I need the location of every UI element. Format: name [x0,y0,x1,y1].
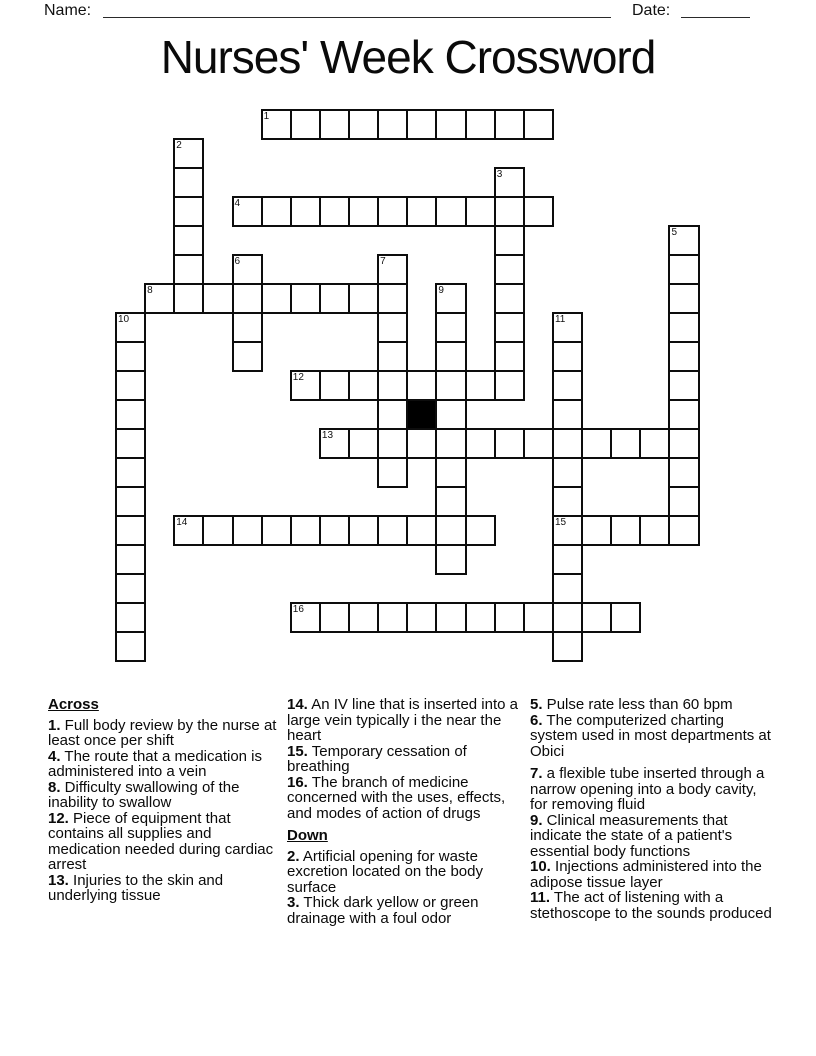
grid-cell[interactable] [144,283,175,314]
clue-column-2 [287,697,525,926]
clue-number: 15. [287,742,308,760]
grid-cell[interactable] [465,428,496,459]
grid-cell[interactable] [523,196,554,227]
black-cell [406,399,437,430]
grid-cell[interactable] [319,515,350,546]
grid-cell[interactable] [494,109,525,140]
grid-cell[interactable] [639,428,670,459]
grid-cell[interactable] [435,544,466,575]
cell-number: 1 [263,111,270,122]
grid-cell[interactable] [319,370,350,401]
grid-cell[interactable] [290,283,321,314]
grid-cell[interactable] [173,283,204,314]
clue-text: An IV line that is inserted into a large vein typically i the near the heart [287,696,518,744]
grid-cell[interactable] [581,428,612,459]
clue-column-3 [530,697,773,921]
grid-cell[interactable] [377,602,408,633]
clue-number: 14. [287,696,308,713]
clue-item [530,766,773,813]
clue-text: The route that a medication is administered into a vein [48,747,263,780]
grid-cell[interactable] [465,515,496,546]
grid-cell[interactable] [668,515,699,546]
clue-number: 7. [530,765,543,782]
grid-cell[interactable] [377,283,408,314]
clue-text: Injections administered into the adipose tissue layer [530,858,762,891]
clue-number: 4. [48,747,61,765]
grid-cell[interactable] [377,457,408,488]
grid-cell[interactable] [115,515,146,546]
grid-cell[interactable] [261,283,292,314]
clue-item [530,713,773,760]
cell-number: 2 [176,140,182,151]
grid-cell[interactable] [552,544,583,575]
cell-number: 6 [234,256,241,267]
grid-cell[interactable] [406,109,437,140]
grid-cell[interactable] [668,428,699,459]
grid-cell[interactable] [115,341,146,372]
grid-cell[interactable] [552,399,583,430]
grid-cell[interactable] [202,283,233,314]
grid-cell[interactable] [494,225,525,256]
grid-cell[interactable] [348,196,379,227]
grid-cell[interactable] [435,196,466,227]
grid-cell[interactable] [115,457,146,488]
grid-cell[interactable] [435,283,466,314]
grid-cell[interactable] [115,312,146,343]
grid-cell[interactable] [435,515,466,546]
grid-cell[interactable] [552,631,583,662]
cell-number: 8 [147,285,153,296]
grid-cell[interactable] [173,167,204,198]
grid-cell[interactable] [552,370,583,401]
clue-text: Thick dark yellow or green drainage with a foul odor [287,894,479,927]
grid-cell[interactable] [523,109,554,140]
clue-item [287,775,525,822]
grid-cell[interactable] [261,515,292,546]
clue-text: The computerized charting system used in most departments at Obici [530,711,771,760]
grid-cell[interactable] [115,573,146,604]
grid-cell[interactable] [668,457,699,488]
grid-cell[interactable] [232,283,263,314]
grid-cell[interactable] [348,370,379,401]
clue-item [287,895,525,926]
clue-column-1 [48,697,281,904]
clue-number: 2. [287,847,300,865]
grid-cell[interactable] [494,370,525,401]
cell-number: 16 [292,604,304,615]
clue-item [287,744,525,775]
grid-cell[interactable] [115,486,146,517]
grid-cell[interactable] [406,196,437,227]
grid-cell[interactable] [668,341,699,372]
clue-number: 16. [287,773,308,791]
grid-cell[interactable] [552,312,583,343]
grid-cell[interactable] [494,167,525,198]
grid-cell[interactable] [319,109,350,140]
grid-cell[interactable] [115,428,146,459]
clue-list-header-down: Down [287,827,328,844]
grid-cell[interactable] [290,196,321,227]
clue-number: 3. [287,894,300,911]
cell-number: 9 [438,285,444,296]
grid-cell[interactable] [173,138,204,169]
grid-cell[interactable] [435,486,466,517]
grid-cell[interactable] [494,602,525,633]
grid-cell[interactable] [406,602,437,633]
grid-cell[interactable] [435,457,466,488]
grid-cell[interactable] [348,428,379,459]
grid-cell[interactable] [377,196,408,227]
grid-cell[interactable] [552,486,583,517]
grid-cell[interactable] [552,457,583,488]
grid-cell[interactable] [319,196,350,227]
clue-text: Artificial opening for waste excretion located on the body surface [287,847,483,896]
date-label: Date: [632,2,671,19]
clue-item [530,697,773,713]
grid-cell[interactable] [610,428,641,459]
clue-item [48,749,281,780]
clue-item [48,873,281,904]
grid-cell[interactable] [377,515,408,546]
clue-item [48,811,281,873]
clue-number: 5. [530,696,543,713]
grid-cell[interactable] [115,399,146,430]
grid-cell[interactable] [523,602,554,633]
clue-text: Full body review by the nurse at least once per shift [48,716,277,749]
clue-text: Temporary cessation of breathing [287,742,467,775]
grid-cell[interactable] [552,573,583,604]
grid-cell[interactable] [668,225,699,256]
clue-number: 9. [530,811,543,829]
clue-item [530,813,773,860]
clue-list-header-across: Across [48,696,99,713]
grid-cell[interactable] [290,515,321,546]
grid-cell[interactable] [115,544,146,575]
grid-cell[interactable] [319,283,350,314]
cell-number: 12 [292,372,304,383]
grid-cell[interactable] [261,196,292,227]
clue-number: 10. [530,858,551,875]
grid-cell[interactable] [435,341,466,372]
grid-cell[interactable] [377,312,408,343]
clue-item [530,890,773,921]
clue-text: Pulse rate less than 60 bpm [542,696,733,713]
clue-text: Clinical measurements that indicate the state of a patient's essential body functions [530,811,733,860]
grid-cell[interactable] [115,370,146,401]
clue-text: The branch of medicine concerned with the uses, effects, and modes of action of drugs [287,773,506,822]
grid-cell[interactable] [377,254,408,285]
grid-cell[interactable] [377,428,408,459]
clue-number: 6. [530,711,543,729]
grid-cell[interactable] [115,631,146,662]
cell-number: 10 [118,314,130,325]
grid-cell[interactable] [348,602,379,633]
clue-item [48,780,281,811]
grid-cell[interactable] [581,602,612,633]
grid-cell[interactable] [494,196,525,227]
grid-cell[interactable] [435,399,466,430]
grid-cell[interactable] [377,399,408,430]
grid-cell[interactable] [639,515,670,546]
grid-cell[interactable] [377,109,408,140]
grid-cell[interactable] [290,109,321,140]
clue-number: 13. [48,871,69,889]
cell-number: 3 [496,169,503,180]
grid-cell[interactable] [232,196,263,227]
grid-cell[interactable] [435,602,466,633]
grid-cell[interactable] [465,109,496,140]
cell-number: 11 [554,314,566,325]
grid-cell[interactable] [261,109,292,140]
grid-cell[interactable] [406,515,437,546]
grid-cell[interactable] [668,254,699,285]
grid-cell[interactable] [494,283,525,314]
grid-cell[interactable] [435,312,466,343]
grid-cell[interactable] [115,602,146,633]
grid-cell[interactable] [610,515,641,546]
clue-item [48,718,281,749]
grid-cell[interactable] [348,515,379,546]
grid-cell[interactable] [232,254,263,285]
grid-cell[interactable] [552,515,583,546]
grid-cell[interactable] [581,515,612,546]
grid-cell[interactable] [435,370,466,401]
cell-number: 4 [234,198,241,209]
grid-cell[interactable] [232,515,263,546]
grid-cell[interactable] [465,196,496,227]
grid-cell[interactable] [668,399,699,430]
clue-number: 8. [48,778,61,796]
clue-text: The act of listening with a stethoscope to the sounds produced [530,889,772,922]
grid-cell[interactable] [494,341,525,372]
grid-cell[interactable] [494,428,525,459]
clue-item [287,697,525,744]
grid-cell[interactable] [173,196,204,227]
grid-cell[interactable] [552,602,583,633]
clue-text: Injuries to the skin and underlying tissue [48,871,224,904]
grid-cell[interactable] [494,254,525,285]
grid-cell[interactable] [173,225,204,256]
clue-number: 11. [530,889,551,906]
cell-number: 13 [321,430,334,441]
clue-text: Difficulty swallowing of the inability to swallow [48,778,240,811]
grid-cell[interactable] [173,254,204,285]
name-label: Name: [44,2,92,19]
cell-number: 5 [671,227,678,238]
clue-item [530,859,773,890]
cell-number: 15 [554,517,567,528]
grid-cell[interactable] [552,428,583,459]
grid-cell[interactable] [290,602,321,633]
clue-number: 12. [48,809,69,827]
grid-cell[interactable] [290,370,321,401]
grid-cell[interactable] [435,428,466,459]
clue-number: 1. [48,716,61,734]
page-title: Nurses' Week Crossword [160,31,656,83]
grid-cell[interactable] [552,341,583,372]
cell-number: 14 [176,517,188,528]
grid-cell[interactable] [465,370,496,401]
grid-cell[interactable] [173,515,204,546]
clue-text: a flexible tube inserted through a narrow opening into a body cavity, for removing fluid [530,765,765,813]
clue-text: Piece of equipment that contains all supplies and medication needed during cardiac arrest [48,809,274,873]
grid-cell[interactable] [406,428,437,459]
grid-cell[interactable] [668,486,699,517]
clue-item [287,849,525,896]
grid-cell[interactable] [319,428,350,459]
grid-cell[interactable] [465,602,496,633]
grid-cell[interactable] [348,109,379,140]
grid-cell[interactable] [523,428,554,459]
grid-cell[interactable] [319,602,350,633]
grid-cell[interactable] [377,341,408,372]
cell-number: 7 [380,256,386,267]
grid-cell[interactable] [668,312,699,343]
grid-cell[interactable] [406,370,437,401]
grid-cell[interactable] [435,109,466,140]
grid-cell[interactable] [348,283,379,314]
grid-cell[interactable] [668,283,699,314]
grid-cell[interactable] [232,312,263,343]
grid-cell[interactable] [668,370,699,401]
grid-cell[interactable] [202,515,233,546]
grid-cell[interactable] [377,370,408,401]
grid-cell[interactable] [610,602,641,633]
grid-cell[interactable] [494,312,525,343]
grid-cell[interactable] [232,341,263,372]
